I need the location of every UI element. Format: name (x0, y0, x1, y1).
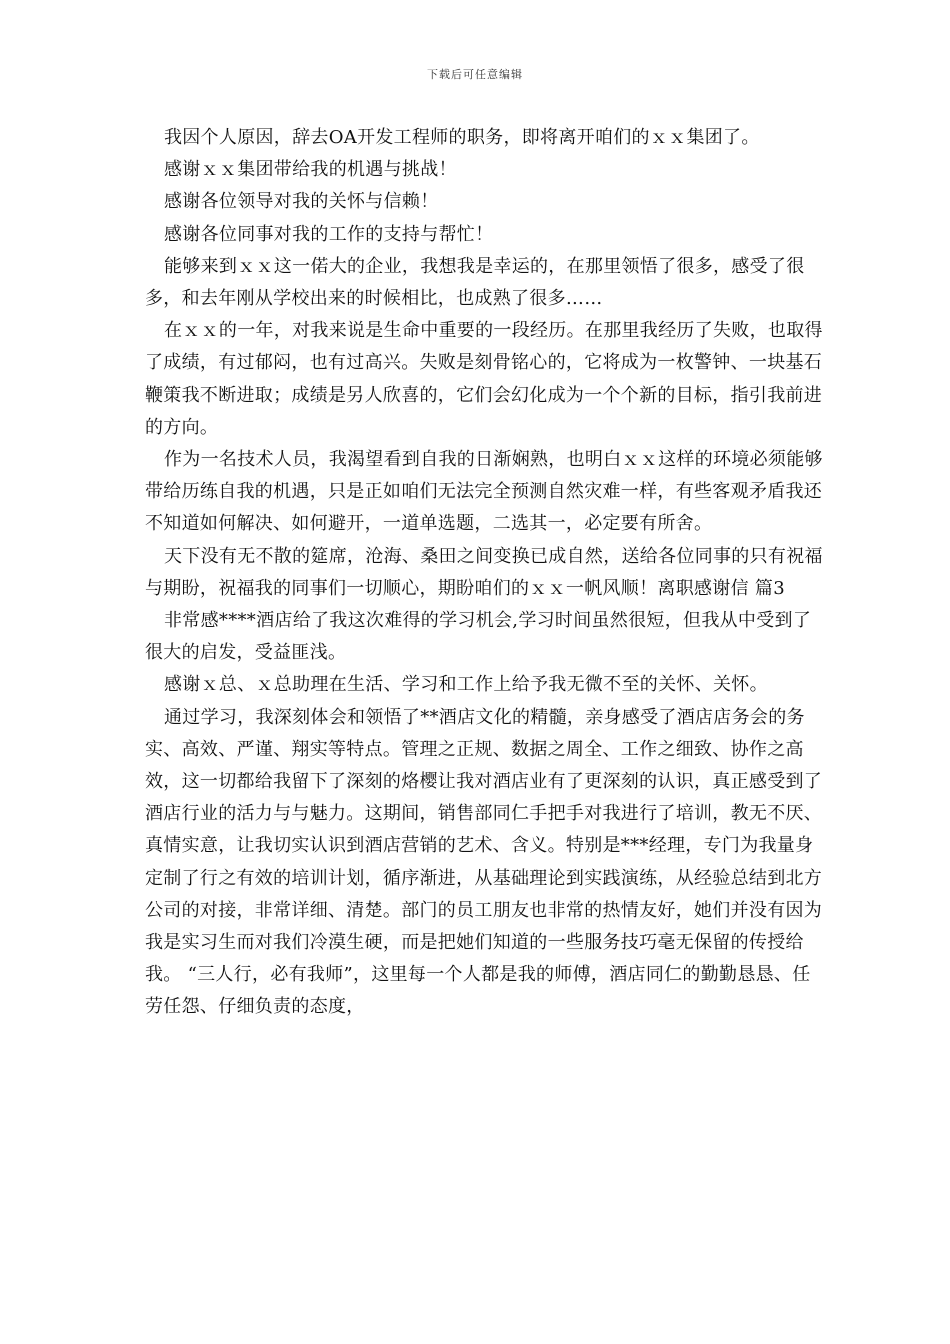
paragraph: 作为一名技术人员，我渴望看到自我的日渐娴熟，也明白ｘｘ这样的环境必须能够带给历练自我的机遇，只是正如咱们无法完全预测自然灾难一样，有些客观矛盾我还不知道如何解决、如何避开，一道单选题，二选其一，必定要有所舍。 (145, 449, 823, 535)
paragraph: 感谢ｘ总、ｘ总助理在生活、学习和工作上给予我无微不至的关怀、关怀。 (164, 674, 768, 696)
page-header-note: 下载后可任意编辑 (427, 68, 523, 81)
paragraph: 能够来到ｘｘ这一偌大的企业，我想我是幸运的，在那里领悟了很多，感受了很多，和去年刚从学校出来的时候相比，也成熟了很多…… (145, 255, 805, 310)
paragraph: 我因个人原因，辞去OA开发工程师的职务，即将离开咱们的ｘｘ集团了。 (164, 127, 760, 148)
paragraph: 非常感****酒店给了我这次难得的学习机会,学习时间虽然很短，但我从中受到了很大的启发，受益匪浅。 (145, 610, 812, 664)
paragraph: 在ｘｘ的一年，对我来说是生命中重要的一段经历。在那里我经历了失败，也取得了成绩，有过郁闷，也有过高兴。失败是刻骨铭心的，它将成为一枚警钟、一块基石鞭策我不断进取；成绩是另人欣喜的，它们会幻化成为一个个新的目标，指引我前进的方向。 (145, 320, 823, 438)
document-body (145, 122, 825, 1024)
paragraph: 感谢ｘｘ集团带给我的机遇与挑战！ (164, 159, 457, 181)
paragraph: 天下没有无不散的筵席，沧海、桑田之间变换已成自然，送给各位同事的只有祝福与期盼，祝福我的同事们一切顺心，期盼咱们的ｘｘ一帆风顺！离职感谢信 篇3 (145, 545, 823, 599)
paragraph: 感谢各位领导对我的关怀与信赖！ (164, 191, 439, 213)
paragraph: 感谢各位同事对我的工作的支持与帮忙！ (164, 223, 494, 245)
paragraph: 通过学习，我深刻体会和领悟了**酒店文化的精髓，亲身感受了酒店店务会的务实、高效、严谨、翔实等特点。管理之正规、数据之周全、工作之细致、协作之高效，这一切都给我留下了深刻的烙樱让我对酒店业有了更深刻的认识，真正感受到了酒店行业的活力与与魅力。这期间，销售部同仁手把手对我进行了培训，教无不厌、真情实意，让我切实认识到酒店营销的艺术、含义。特别是***经理，专门为我量身定制了行之有效的培训计划，循序渐进，从基础理论到实践演练，从经验总结到北方公司的对接，非常详细、清楚。部门的员工朋友也非常的热情友好，她们并没有因为我是实习生而对我们冷漠生硬，而是把她们知道的一些服务技巧毫无保留的传授给我。 “三人行，必有我师”，这里每一个人都是我的师傅，酒店同仁的勤勤恳恳、任劳任怨、仔细负责的态度， (145, 706, 823, 1018)
